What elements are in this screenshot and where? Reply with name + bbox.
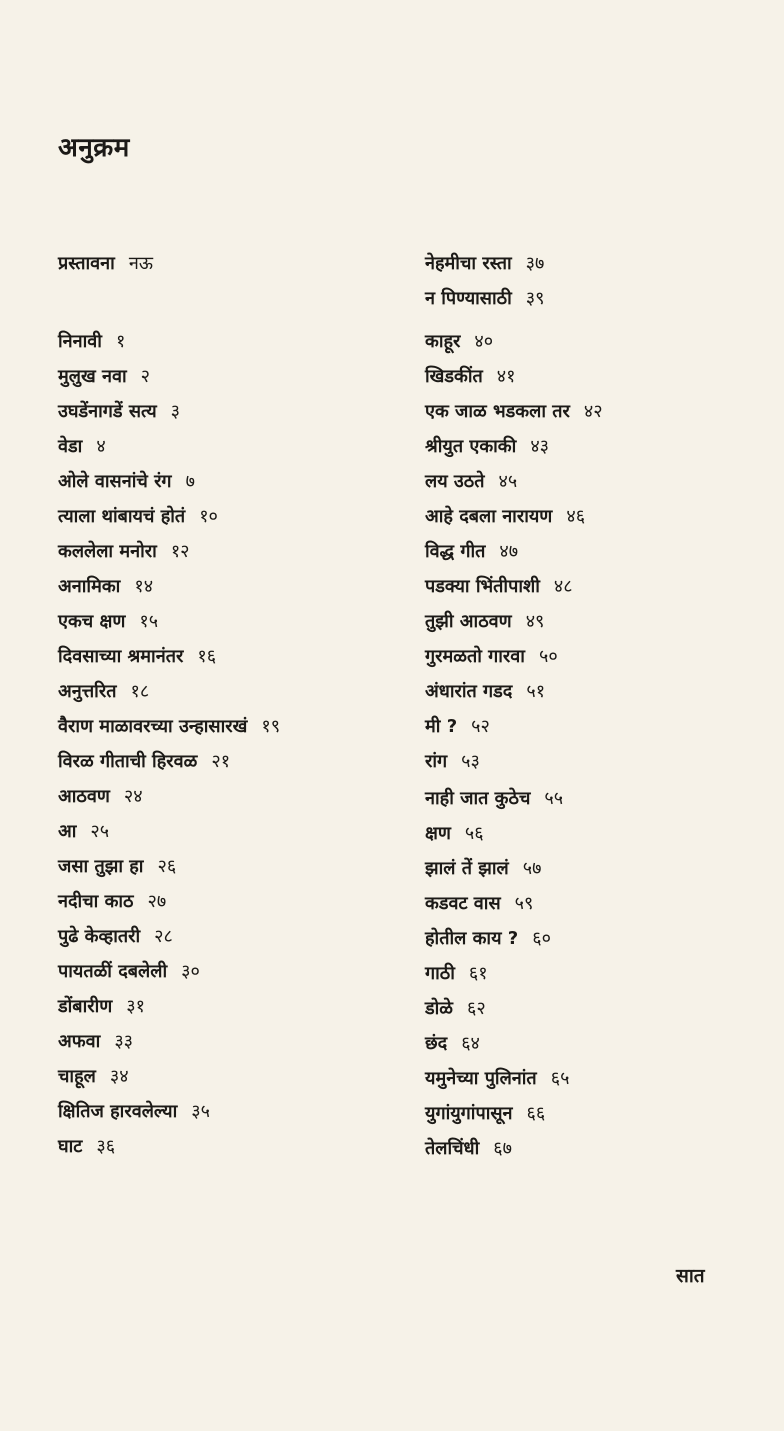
toc-entry (58, 610, 158, 634)
toc-entry (58, 855, 176, 879)
toc-entry (58, 330, 125, 354)
toc-entry (425, 252, 544, 276)
toc-entry-page-number: ५३ (461, 751, 480, 772)
toc-entry (58, 252, 153, 276)
toc-entry (58, 820, 109, 844)
toc-entry-page-number: २७ (147, 891, 167, 912)
toc-entry (425, 287, 544, 311)
toc-entry-page-number: २५ (90, 821, 110, 842)
toc-entry (425, 997, 486, 1021)
toc-entry-title: अनुत्तरित (58, 681, 117, 702)
toc-entry-page-number: ४१ (496, 366, 516, 387)
toc-entry (425, 505, 585, 529)
toc-entry-title: वैराण माळावरच्या उन्हासारखं (58, 716, 248, 737)
toc-entry-page-number: नऊ (128, 253, 153, 274)
toc-entry (58, 890, 166, 914)
toc-entry (425, 1137, 512, 1161)
toc-entry-page-number: १६ (197, 646, 217, 667)
toc-entry-title: मुलुख नवा (58, 366, 127, 387)
toc-entry-title: तुझी आठवण (425, 611, 512, 632)
toc-entry-title: अंधारांत गडद (425, 681, 513, 702)
toc-entry (58, 400, 180, 424)
toc-entry (425, 540, 518, 564)
toc-entry (58, 435, 106, 459)
toc-entry-title: आठवण (58, 786, 110, 807)
toc-entry-page-number: ५९ (514, 893, 534, 914)
toc-entry-title: विरळ गीताची हिरवळ (58, 751, 198, 772)
toc-entry-page-number: ३७ (525, 253, 545, 274)
toc-entry-title: डोळे (425, 998, 453, 1019)
toc-entry-page-number: ६१ (468, 963, 488, 984)
toc-entry-page-number: १४ (134, 576, 154, 597)
toc-entry (58, 540, 190, 564)
toc-entry-page-number: ३९ (525, 288, 545, 309)
toc-entry-title: क्षण (425, 823, 451, 844)
toc-entry (425, 610, 544, 634)
toc-entry-page-number: ४२ (583, 401, 603, 422)
toc-entry-page-number: २ (140, 366, 150, 387)
toc-entry (425, 715, 490, 739)
toc-entry (425, 645, 558, 669)
toc-entry-page-number: ५१ (526, 681, 546, 702)
toc-entry (58, 1100, 210, 1124)
toc-entry-page-number: ४६ (566, 506, 586, 527)
toc-entry (425, 927, 551, 951)
toc-entry (425, 822, 484, 846)
toc-entry-page-number: ४७ (499, 541, 519, 562)
toc-entry (425, 575, 573, 599)
toc-entry (425, 400, 603, 424)
toc-entry-page-number: ४५ (498, 471, 518, 492)
toc-entry-page-number: ६७ (493, 1138, 513, 1159)
toc-entry-page-number: ४९ (525, 611, 545, 632)
toc-entry-title: ओले वासनांचे रंग (58, 471, 172, 492)
toc-entry-title: श्रीयुत एकाकी (425, 436, 517, 457)
toc-entry (58, 1065, 129, 1089)
toc-entry-page-number: ४८ (553, 576, 573, 597)
toc-entry (425, 857, 541, 881)
page-number-footer: सात (676, 1265, 705, 1287)
toc-entry-page-number: २४ (123, 786, 143, 807)
toc-entry-page-number: २८ (154, 926, 173, 947)
toc-entry (425, 750, 480, 774)
toc-entry-page-number: ४० (474, 331, 494, 352)
toc-entry-title: न पिण्यासाठी (425, 288, 512, 309)
toc-entry-title: अफवा (58, 1031, 101, 1052)
toc-entry (425, 787, 563, 811)
toc-entry-title: प्रस्तावना (58, 253, 115, 274)
toc-entry (58, 785, 143, 809)
toc-entry-title: तेलचिंधी (425, 1138, 480, 1159)
toc-entry (425, 1032, 480, 1056)
toc-entry-title: वेडा (58, 436, 83, 457)
page-heading: अनुक्रम (58, 133, 130, 163)
toc-entry (58, 925, 173, 949)
toc-entry-title: डोंबारीण (58, 996, 113, 1017)
toc-entry (425, 1067, 569, 1091)
toc-entry (425, 435, 549, 459)
toc-entry-page-number: ४३ (530, 436, 550, 457)
toc-entry-title: पडक्या भिंतीपाशी (425, 576, 540, 597)
toc-entry (425, 365, 516, 389)
toc-entry (58, 645, 216, 669)
toc-entry (58, 365, 150, 389)
toc-entry-page-number: ६२ (466, 998, 486, 1019)
toc-entry-title: नाही जात कुठेच (425, 788, 531, 809)
toc-entry (58, 715, 280, 739)
toc-entry-title: विद्ध गीत (425, 541, 486, 562)
toc-entry-title: गुरमळतो गारवा (425, 646, 525, 667)
toc-entry (58, 680, 149, 704)
toc-entry-page-number: २६ (157, 856, 177, 877)
toc-entry-title: उघडेंनागडें सत्य (58, 401, 157, 422)
toc-entry (425, 892, 533, 916)
toc-entry-page-number: ६० (532, 928, 551, 949)
toc-entry (58, 960, 200, 984)
toc-entry-title: छंद (425, 1033, 448, 1054)
toc-entry-title: युगांयुगांपासून (425, 1103, 513, 1124)
toc-entry-page-number: ३१ (126, 996, 146, 1017)
toc-entry-page-number: १० (199, 506, 218, 527)
toc-entry-title: जसा तुझा हा (58, 856, 144, 877)
toc-entry (425, 962, 488, 986)
toc-entry-page-number: ६६ (526, 1103, 546, 1124)
toc-entry-title: पायतळीं दबलेली (58, 961, 168, 982)
toc-entry (425, 1102, 545, 1126)
toc-entry-title: चाहूल (58, 1066, 96, 1087)
toc-entry-title: आहे दबला नारायण (425, 506, 553, 527)
toc-entry-title: घाट (58, 1136, 83, 1157)
toc-entry-title: खिडकींत (425, 366, 483, 387)
toc-entry-page-number: ५० (538, 646, 558, 667)
toc-entry-title: होतील काय ? (425, 928, 519, 949)
toc-entry (425, 330, 493, 354)
toc-entry-page-number: ५७ (522, 858, 542, 879)
toc-entry-page-number: ३० (181, 961, 200, 982)
toc-entry-title: कडवट वास (425, 893, 501, 914)
toc-entry (58, 470, 195, 494)
toc-entry-page-number: १८ (130, 681, 150, 702)
toc-entry-title: एकच क्षण (58, 611, 126, 632)
toc-entry-title: यमुनेच्या पुलिनांत (425, 1068, 537, 1089)
toc-entry-title: पुढे केव्हातरी (58, 926, 141, 947)
toc-entry-page-number: ५२ (471, 716, 490, 737)
toc-entry-title: दिवसाच्या श्रमानंतर (58, 646, 184, 667)
toc-entry-page-number: ७ (185, 471, 195, 492)
toc-entry-page-number: ६४ (461, 1033, 480, 1054)
toc-entry-page-number: २१ (211, 751, 231, 772)
toc-entry-page-number: ३६ (96, 1136, 116, 1157)
toc-entry-title: नदीचा काठ (58, 891, 134, 912)
toc-entry (58, 1030, 133, 1054)
toc-entry-title: क्षितिज हारवलेल्या (58, 1101, 178, 1122)
toc-entry-title: एक जाळ भडकला तर (425, 401, 570, 422)
toc-entry-page-number: १५ (139, 611, 159, 632)
toc-entry-title: मी ? (425, 716, 458, 737)
toc-entry (58, 1135, 115, 1159)
toc-entry-page-number: ३ (170, 401, 181, 422)
toc-entry-title: नेहमीचा रस्ता (425, 253, 512, 274)
toc-entry-page-number: ३४ (109, 1066, 129, 1087)
toc-entry-page-number: १२ (170, 541, 190, 562)
toc-entry-title: काहूर (425, 331, 461, 352)
toc-entry-page-number: १९ (261, 716, 281, 737)
toc-entry-title: कललेला मनोरा (58, 541, 157, 562)
toc-entry-title: रांग (425, 751, 448, 772)
toc-entry (58, 750, 230, 774)
toc-entry-title: झालं तें झालं (425, 858, 509, 879)
toc-entry-page-number: ५६ (464, 823, 484, 844)
toc-entry-page-number: ६५ (550, 1068, 570, 1089)
toc-entry (58, 575, 153, 599)
toc-entry-page-number: ५५ (544, 788, 564, 809)
toc-entry-title: त्याला थांबायचं होतं (58, 506, 186, 527)
toc-entry-title: आ (58, 821, 77, 842)
toc-entry (58, 995, 145, 1019)
toc-entry-page-number: ३५ (191, 1101, 210, 1122)
toc-entry (58, 505, 218, 529)
toc-entry-page-number: १ (115, 331, 126, 352)
toc-entry-title: निनावी (58, 331, 102, 352)
toc-entry-title: गाठी (425, 963, 455, 984)
toc-entry-page-number: ३३ (114, 1031, 134, 1052)
toc-entry (425, 680, 545, 704)
toc-entry-title: अनामिका (58, 576, 121, 597)
toc-entry-page-number: ४ (96, 436, 106, 457)
toc-entry-title: लय उठते (425, 471, 485, 492)
toc-entry (425, 470, 517, 494)
